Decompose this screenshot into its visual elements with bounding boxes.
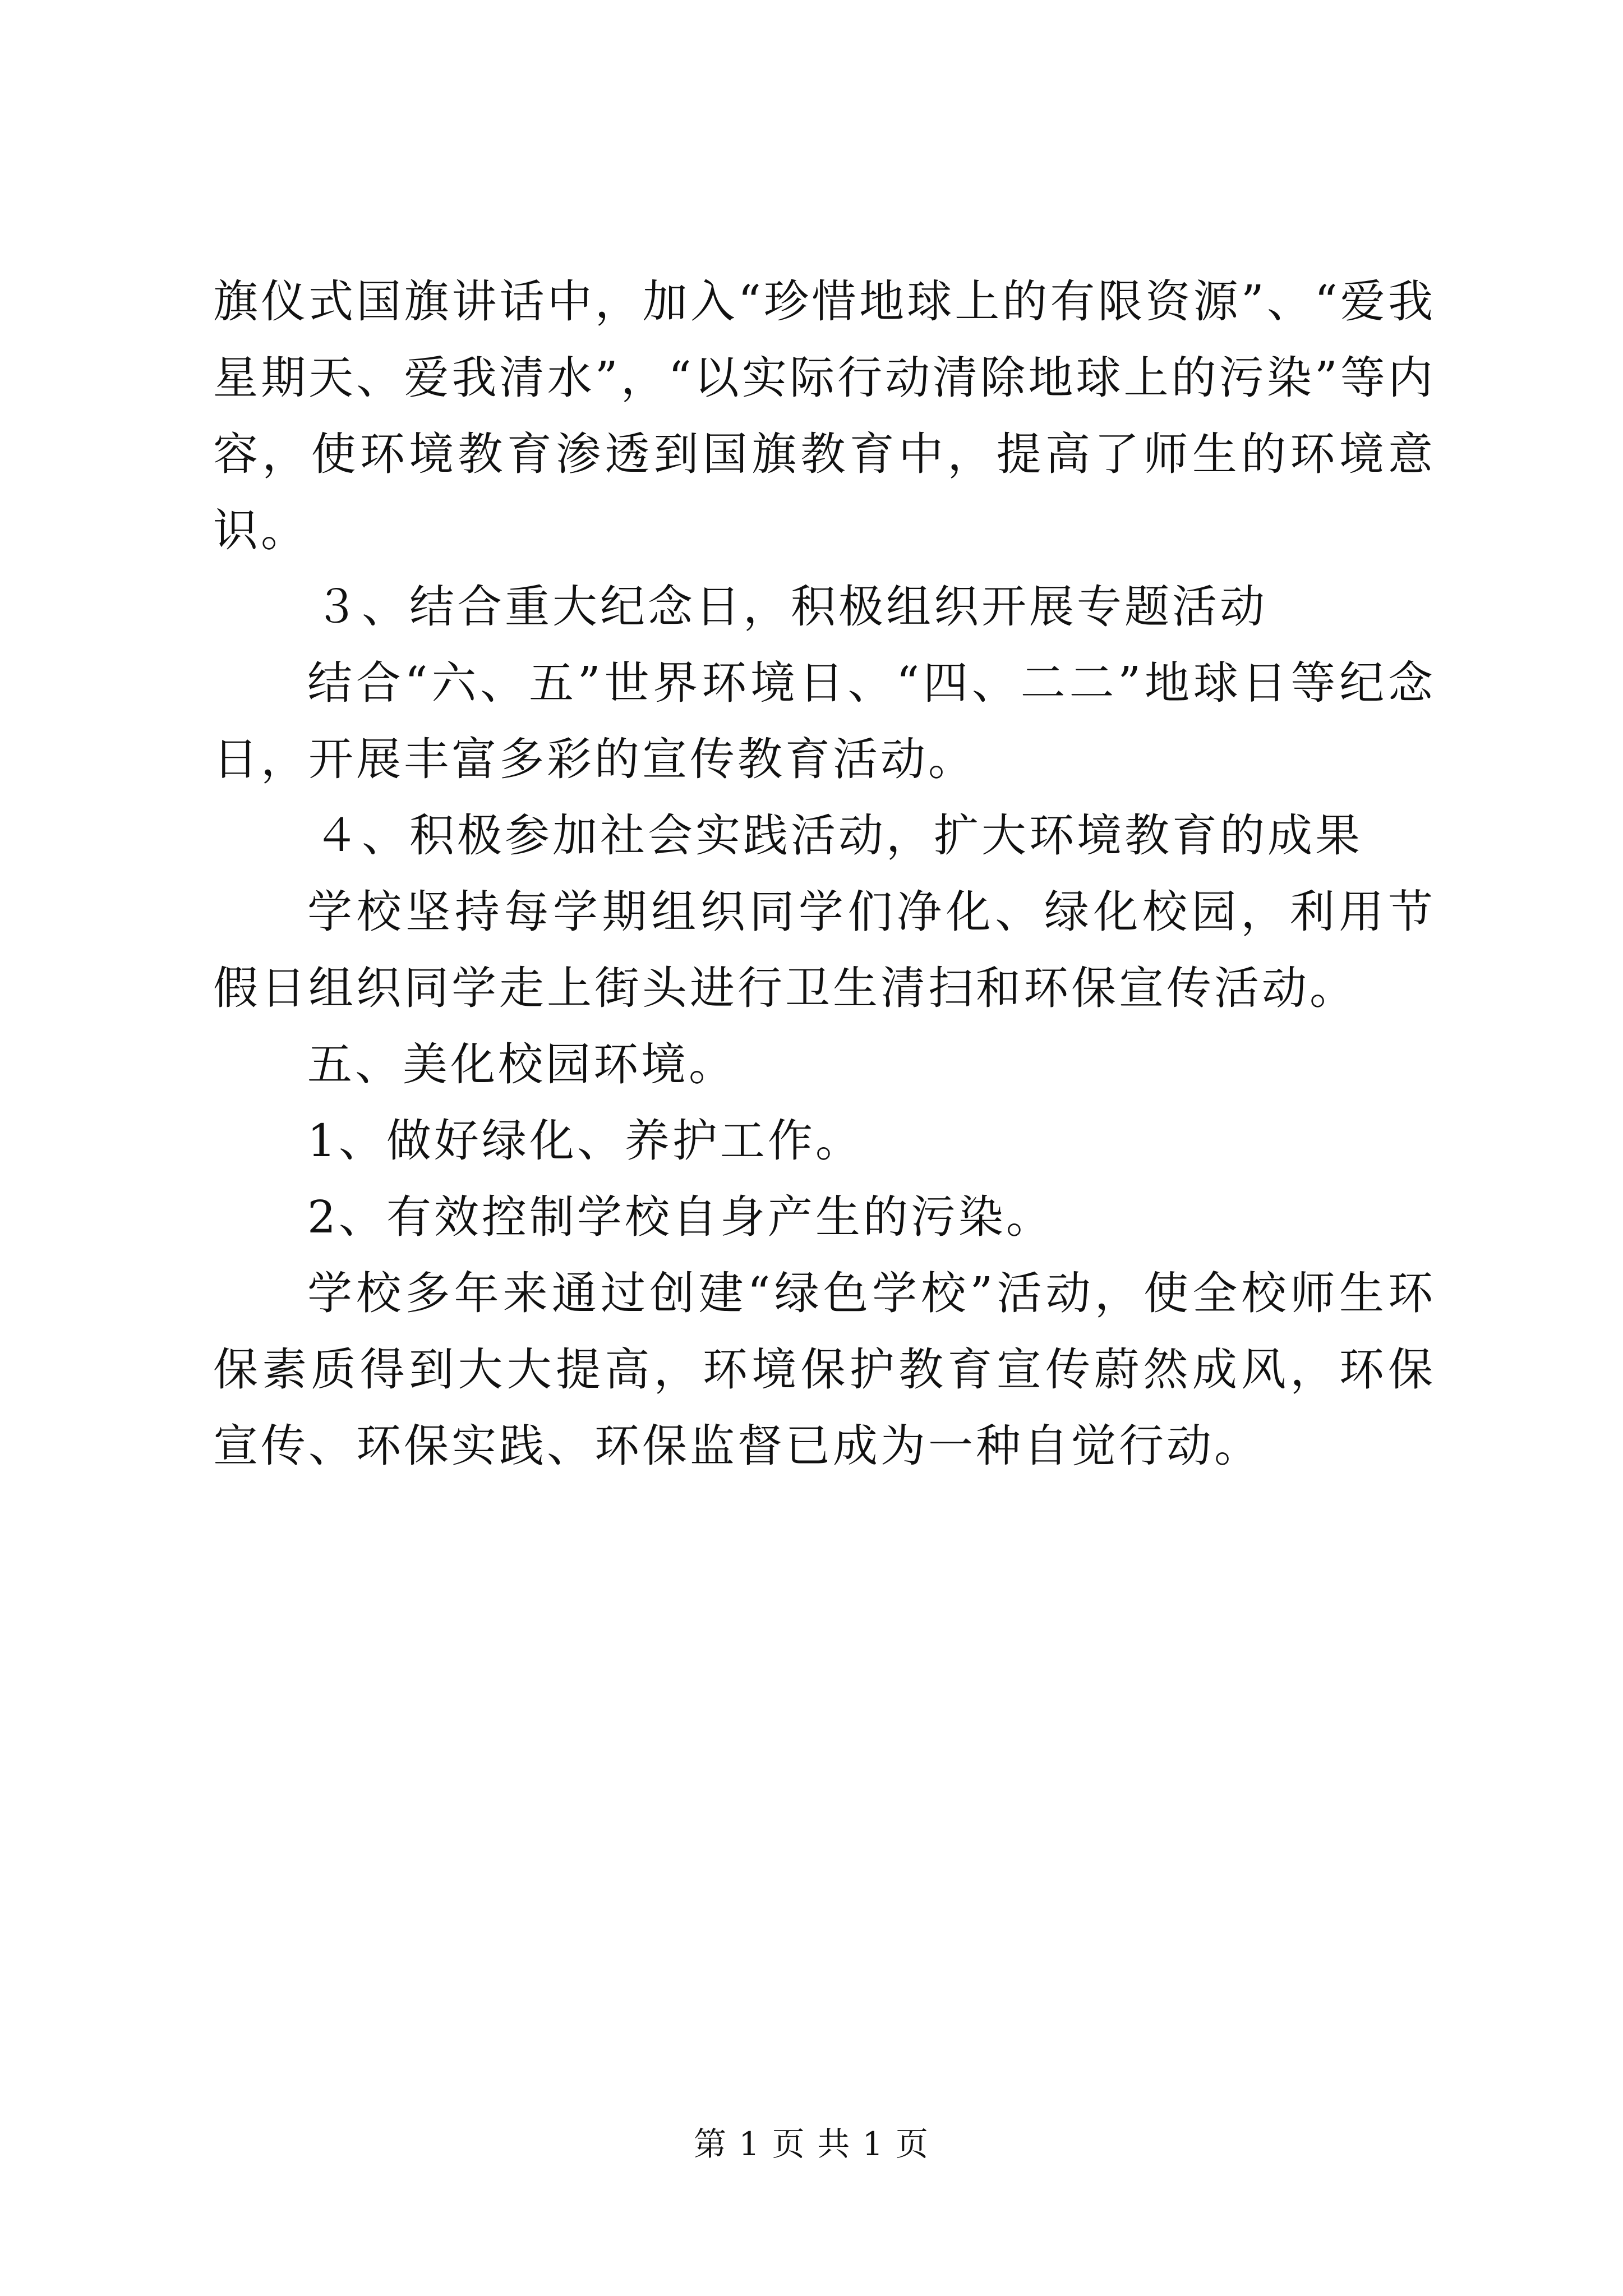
paragraph-conclusion: 学校多年来通过创建“绿色学校”活动，使全校师生环保素质得到大大提高，环境保护教育宣传蔚然成风，环保宣传、环保实践、环保监督已成为一种自觉行动。: [213, 1267, 1436, 1472]
section-heading-4: ４、积极参加社会实践活动，扩大环境教育的成果: [314, 809, 1363, 862]
section-heading-3: ３、结合重大纪念日，积极组织开展专题活动: [314, 581, 1267, 633]
section-heading-five: 五、美化校园环境。: [307, 1038, 736, 1091]
paragraph-social-practice: 学校坚持每学期组织同学们净化、绿化校园，利用节假日组织同学走上街头进行卫生清扫和环保宣传活动。: [213, 886, 1436, 1014]
paragraph-continuation: 旗仪式国旗讲话中，加入“珍惜地球上的有限资源”、“爱我星期天、爱我清水”，“以实际行动清除地球上的污染”等内容，使环境教育渗透到国旗教育中，提高了师生的环境意识。: [213, 275, 1436, 556]
list-item-pollution-control: 2、有效控制学校自身产生的污染。: [307, 1191, 1054, 1243]
document-body: [213, 264, 1436, 1484]
page-number-footer: 第 1 页 共 1 页: [694, 2125, 929, 2163]
list-item-greening: 1、做好绿化、养护工作。: [307, 1115, 863, 1167]
paragraph-commemoration-days: 结合“六、五”世界环境日、“四、二二”地球日等纪念日，开展丰富多彩的宣传教育活动。: [213, 657, 1436, 785]
